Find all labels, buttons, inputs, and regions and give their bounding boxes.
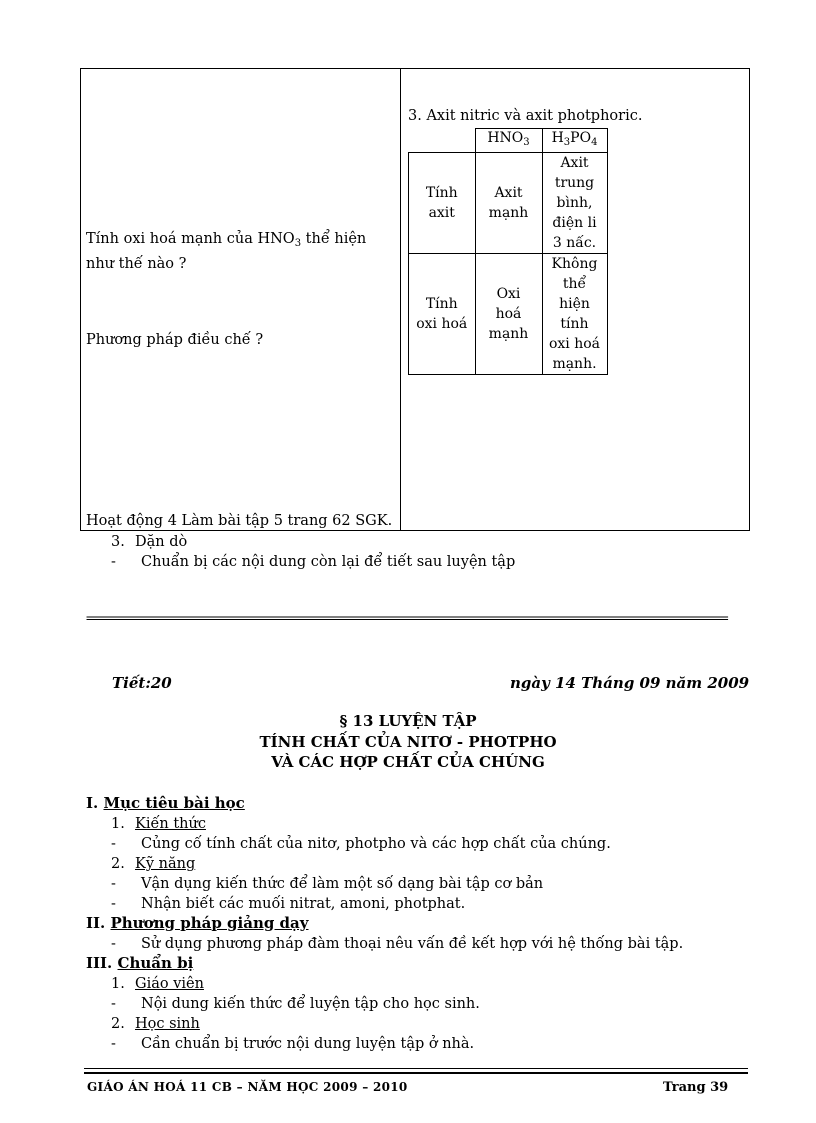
lesson-subtitle-2: VÀ CÁC HỢP CHẤT CỦA CHÚNG: [271, 753, 545, 771]
section-3-sub-2: 2. Học sinh: [111, 1016, 200, 1032]
col-header-h3po4: $H_3PO_4$: [542, 129, 607, 153]
acid-comparison-table: [408, 128, 608, 375]
page-separator: ================================================================================================================: [86, 614, 728, 623]
section-2-item: - Sử dụng phương pháp đàm thoại nêu vấn đề kết hợp với hệ thống bài tập.: [111, 936, 684, 952]
cell-hno3-acidity: Axit mạnh: [475, 153, 542, 254]
section-2-heading: II. Phương pháp giảng dạy: [86, 914, 309, 932]
row-label-acidity: Tính axit: [409, 153, 476, 254]
lesson-date: ngày 14 Tháng 09 năm 2009: [510, 674, 750, 692]
homework-heading: 3. Dặn dò: [111, 534, 188, 550]
lesson-subtitle-1: TÍNH CHẤT CỦA NITƠ - PHOTPHO: [259, 733, 557, 751]
section-3-heading-prep: III. Chuẩn bị: [86, 954, 194, 972]
col-header-hno3: $HNO_3$: [475, 129, 542, 153]
question-hno3-oxidizing: Tính oxi hoá mạnh của $HNO_3$ thể hiện như thế nào ?: [86, 231, 367, 272]
footer-rule-thick: [84, 1072, 748, 1074]
table-corner: [409, 129, 476, 153]
section-1-sub-1: 1. Kiến thức: [111, 816, 206, 832]
lesson-number: Tiết:20: [112, 674, 172, 692]
footer-document-title: GIÁO ÁN HOÁ 11 CB – NĂM HỌC 2009 – 2010: [87, 1080, 408, 1094]
section-1-sub-2: 2. Kỹ năng: [111, 856, 196, 872]
section-3-heading: 3. Axit nitric và axit photphoric.: [408, 108, 643, 124]
homework-item: - Chuẩn bị các nội dung còn lại để tiết sau luyện tập: [111, 554, 516, 570]
section-3-sub-2-item: - Cần chuẩn bị trước nội dung luyện tập ở nhà.: [111, 1036, 475, 1052]
question-preparation-method: Phương pháp điều chế ?: [86, 332, 264, 348]
section-1-sub-2-item-2: - Nhận biết các muối nitrat, amoni, photphat.: [111, 896, 466, 912]
table-column-divider: [400, 68, 401, 531]
section-1-heading: I. Mục tiêu bài học: [86, 794, 245, 812]
cell-h3po4-oxidizing: Không thể hiện tính oxi hoá mạnh.: [542, 254, 607, 375]
section-1-sub-2-item-1: - Vận dụng kiến thức để làm một số dạng bài tập cơ bản: [111, 876, 544, 892]
footer-page-number: Trang 39: [663, 1080, 729, 1095]
section-3-sub-1: 1. Giáo viên: [111, 976, 204, 992]
section-1-sub-1-item: - Củng cố tính chất của nitơ, photpho và các hợp chất của chúng.: [111, 836, 611, 852]
cell-h3po4-acidity: Axit trung bình, điện li 3 nấc.: [542, 153, 607, 254]
row-label-oxidizing: Tính oxi hoá: [409, 254, 476, 375]
cell-hno3-oxidizing: Oxi hoá mạnh: [475, 254, 542, 375]
section-3-sub-1-item: - Nội dung kiến thức để luyện tập cho học sinh.: [111, 996, 480, 1012]
footer-rule-thin: [84, 1068, 748, 1069]
lesson-title: § 13 LUYỆN TẬP: [339, 712, 477, 730]
activity-4-text: Hoạt động 4 Làm bài tập 5 trang 62 SGK.: [86, 513, 393, 529]
